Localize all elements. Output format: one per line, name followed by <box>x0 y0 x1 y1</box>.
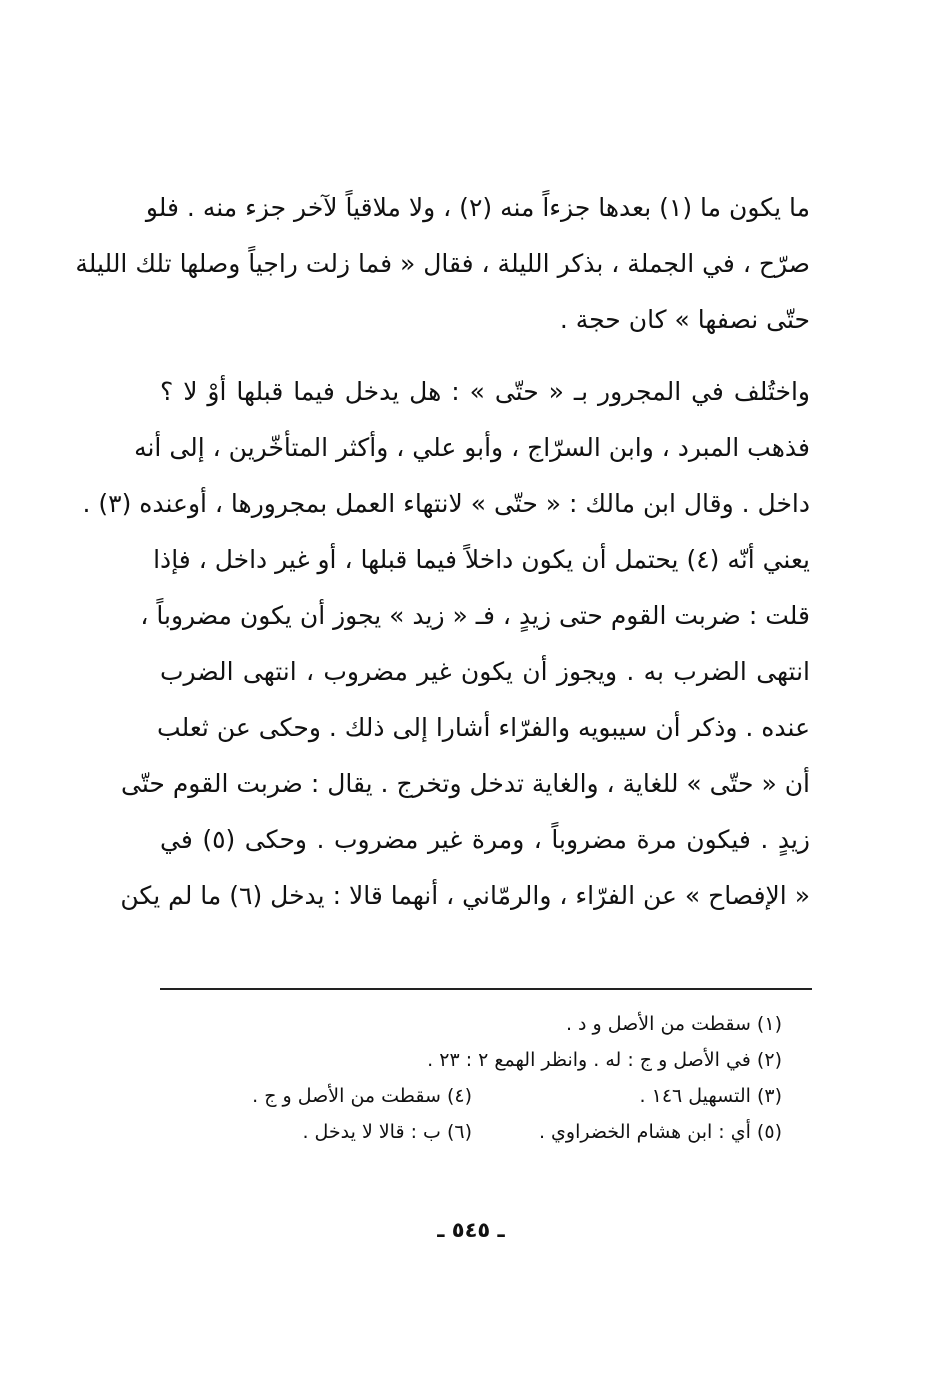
page-number: ـ ٥٤٥ ـ <box>437 1218 505 1242</box>
footnotes <box>160 1006 782 1150</box>
text-line: صرّح ، في الجملة ، بذكر الليلة ، فقال « فما زلت راجياً وصلها تلك الليلة <box>75 249 810 278</box>
footnote-divider <box>160 988 812 990</box>
footnote: (٦) ب : قالا لا يدخل . <box>302 1121 472 1143</box>
footnote: (٥) أي : ابن هشام الخضراوي . <box>538 1121 782 1143</box>
text-line: واختُلف في المجرور بـ « حتّى » : هل يدخل فيما قبلها أوْ لا ؟ <box>160 377 810 406</box>
footnote-line <box>160 1114 782 1150</box>
text-line: انتهى الضرب به . ويجوز أن يكون غير مضروب ، انتهى الضرب <box>160 657 810 686</box>
text-line: عنده . وذكر أن سيبويه والفرّاء أشارا إلى ذلك . وحكى عن ثعلب <box>157 713 810 742</box>
text-line: « الإفصاح » عن الفرّاء ، والرمّاني ، أنهما قالا : يدخل (٦) ما لم يكن <box>120 881 810 910</box>
text-line: يعني أنّه (٤) يحتمل أن يكون داخلاً فيما قبلها ، أو غير داخل ، فإذا <box>153 545 810 574</box>
footnote-line <box>160 1042 782 1078</box>
text-line: حتّى نصفها » كان حجة . <box>559 305 810 334</box>
footnote-line <box>160 1006 782 1042</box>
text-line: ما يكون ما (١) بعدها جزءاً منه (٢) ، ولا ملاقياً لآخر جزء منه . فلو <box>145 193 810 222</box>
text-line: زيدٍ . فيكون مرة مضروباً ، ومرة غير مضروب . وحكى (٥) في <box>160 825 810 854</box>
text-line: فذهب المبرد ، وابن السرّاج ، وأبو علي ، وأكثر المتأخّرين ، إلى أنه <box>134 433 810 462</box>
footnote: (١) سقطت من الأصل و د . <box>565 1013 782 1035</box>
footnote: (٢) في الأصل و ج : له . وانظر الهمع ٢ : ٢٣ . <box>427 1049 782 1071</box>
footnote-line <box>160 1078 782 1114</box>
text-line: أن « حتّى » للغاية ، والغاية تدخل وتخرج . يقال : ضربت القوم حتّى <box>121 769 810 798</box>
paragraph-gap <box>160 348 810 364</box>
main-text <box>75 180 810 924</box>
footnote: (٤) سقطت من الأصل و ج . <box>252 1085 472 1107</box>
text-line: داخل . وقال ابن مالك : « حتّى » لانتهاء العمل بمجرورها ، أوعنده (٣) . <box>82 489 810 518</box>
text-line: قلت : ضربت القوم حتى زيدٍ ، فـ « زيد » يجوز أن يكون مضروباً ، <box>140 601 810 630</box>
footnote: (٣) التسهيل ١٤٦ . <box>639 1085 782 1107</box>
